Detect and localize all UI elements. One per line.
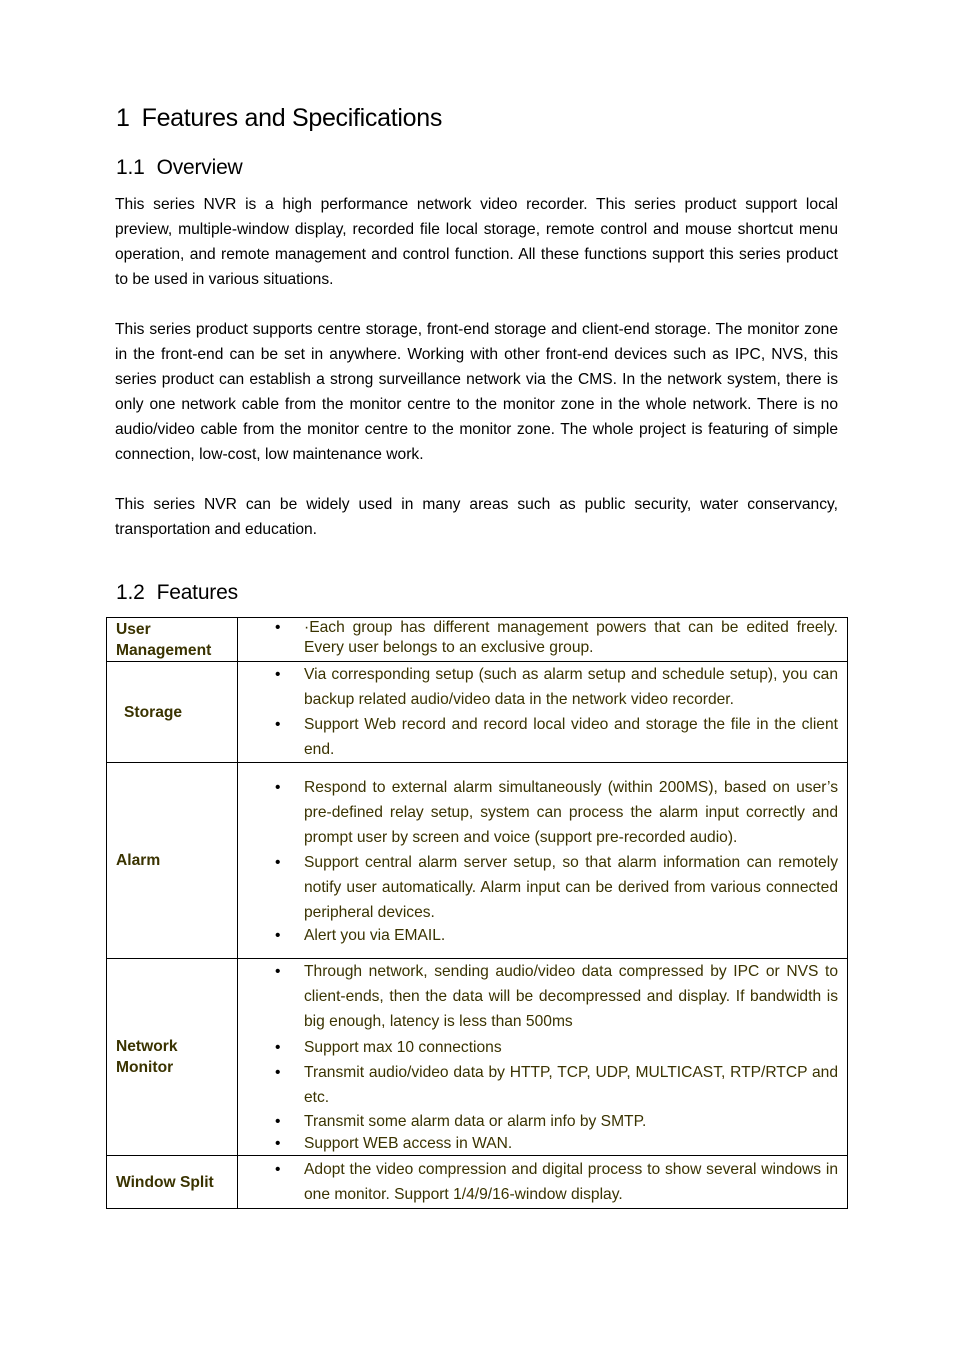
feature-description [238,959,848,1156]
list-item: • Via corresponding setup (such as alarm setup and schedule setup), you can backup related audio/video data in the network video recorder. [238,662,838,712]
list-item: • Respond to external alarm simultaneously (within 200MS), based on user’s pre-defined relay setup, system can process the alarm input correctly and prompt user by screen and voice (support pre-recorded audio). [238,775,838,850]
feature-label: User Management [107,618,238,662]
overview-paragraph-1: This series NVR is a high performance network video recorder. This series product support local preview, multiple-window display, recorded file local storage, remote control and mouse shortcut menu operation, and remote management and control function. All these functions support this series product to be used in various situations. [115,196,838,288]
list-item: • ·Each group has different management powers that can be edited freely. Every user belongs to an exclusive group. [238,618,838,658]
list-item: • Adopt the video compression and digital process to show several windows in one monitor. Support 1/4/9/16-window display. [238,1157,838,1207]
list-item: • Through network, sending audio/video data compressed by IPC or NVS to client-ends, then the data will be decompressed and display. If bandwidth is big enough, latency is less than 500ms [238,959,838,1034]
table-row [107,763,848,959]
list-item: • Support Web record and record local video and storage the file in the client end. [238,712,838,762]
list-item: • Support max 10 connections [238,1035,838,1060]
feature-description [238,662,848,763]
section-number: 1.1 [116,156,145,179]
section-title: Overview [156,156,243,179]
list-item: • Transmit audio/video data by HTTP, TCP, UDP, MULTICAST, RTP/RTCP and etc. [238,1060,838,1110]
feature-description [238,763,848,959]
feature-label: Window Split [107,1156,238,1209]
features-table [106,617,848,1209]
table-row [107,662,848,763]
section-heading-features [116,581,238,605]
list-item: • Support central alarm server setup, so that alarm information can remotely notify user automatically. Alarm input can be derived from various connected peripheral devices. [238,850,838,925]
list-item: • Alert you via EMAIL. [238,925,838,947]
feature-label: Network Monitor [107,959,238,1156]
overview-paragraph-3: This series NVR can be widely used in many areas such as public security, water conservancy, transportation and education. [115,496,838,538]
list-item: • Transmit some alarm data or alarm info by SMTP. [238,1111,838,1133]
feature-description [238,1156,848,1209]
list-item: • Support WEB access in WAN. [238,1133,838,1155]
table-row [107,1156,848,1209]
section-heading-overview [116,156,243,180]
table-row [107,959,848,1156]
feature-label: Storage [107,662,238,763]
overview-paragraph-2: This series product supports centre storage, front-end storage and client-end storage. The monitor zone in the front-end can be set in anywhere. Working with other front-end devices such as IPC, NVS, this series product can establish a strong surveillance network via the CMS. In the network system, there is only one network cable from the monitor centre to the monitor zone in the whole network. There is no audio/video cable from the monitor centre to the monitor zone. The whole project is featuring of simple connection, low-cost, low maintenance work. [115,321,838,463]
section-number: 1.2 [116,581,145,604]
table-row [107,618,848,662]
feature-description [238,618,848,662]
feature-label: Alarm [107,763,238,959]
chapter-number: 1 [116,104,130,132]
chapter-title: Features and Specifications [141,104,443,132]
chapter-heading [116,104,442,133]
section-title: Features [156,581,238,604]
